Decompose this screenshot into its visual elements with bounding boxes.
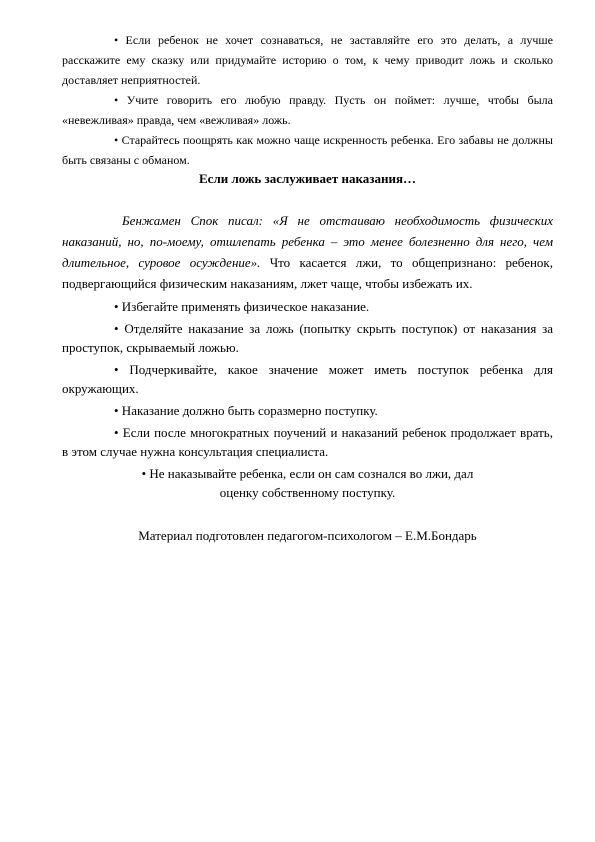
- tip-item: • Если ребенок не хочет сознаваться, не заставляйте его это делать, а лучше расскажите ему сказку или придумайте историю о том, к чему приводит ложь и сколько доставляет неприятностей.: [62, 33, 553, 87]
- tip-item: • Если после многократных поучений и наказаний ребенок продолжает врать, в этом случае нужна консультация специалиста.: [62, 425, 553, 459]
- quote-upright-text: Что касается лжи, то общепризнано: ребенок, подвергающийся физическим наказаниям, лжет чаще, чтобы избежать их.: [62, 255, 553, 291]
- tip-item: • Избегайте применять физическое наказание.: [114, 299, 370, 314]
- tip-item: • Наказание должно быть соразмерно поступку.: [114, 403, 378, 418]
- quote-italic-text: Бенжамен Спок писал: «Я не отстаиваю необходимость физических наказаний, но, по-моему, отшлепать ребенка – это менее болезненно для него, чем длительное, суровое осуждение».: [62, 213, 553, 270]
- tip-item: • Не наказывайте ребенка, если он сам сознался во лжи, дал оценку собственному поступку.: [141, 466, 474, 500]
- author-credit: Материал подготовлен педагогом-психологом – Е.М.Бондарь: [138, 528, 477, 543]
- tip-item: • Учите говорить его любую правду. Пусть он поймет: лучше, чтобы была «невежливая» правда, чем «вежливая» ложь.: [62, 93, 553, 127]
- document-body: [62, 30, 553, 502]
- tip-item: • Старайтесь поощрять как можно чаще искренность ребенка. Его забавы не должны быть связаны с обманом.: [62, 133, 553, 167]
- section-heading: Если ложь заслуживает наказания…: [199, 171, 416, 186]
- spock-quote: [62, 210, 553, 294]
- tip-item: • Подчеркивайте, какое значение может иметь поступок ребенка для окружающих.: [62, 362, 553, 396]
- tip-item: • Отделяйте наказание за ложь (попытку скрыть поступок) от наказания за проступок, скрываемый ложью.: [62, 321, 553, 355]
